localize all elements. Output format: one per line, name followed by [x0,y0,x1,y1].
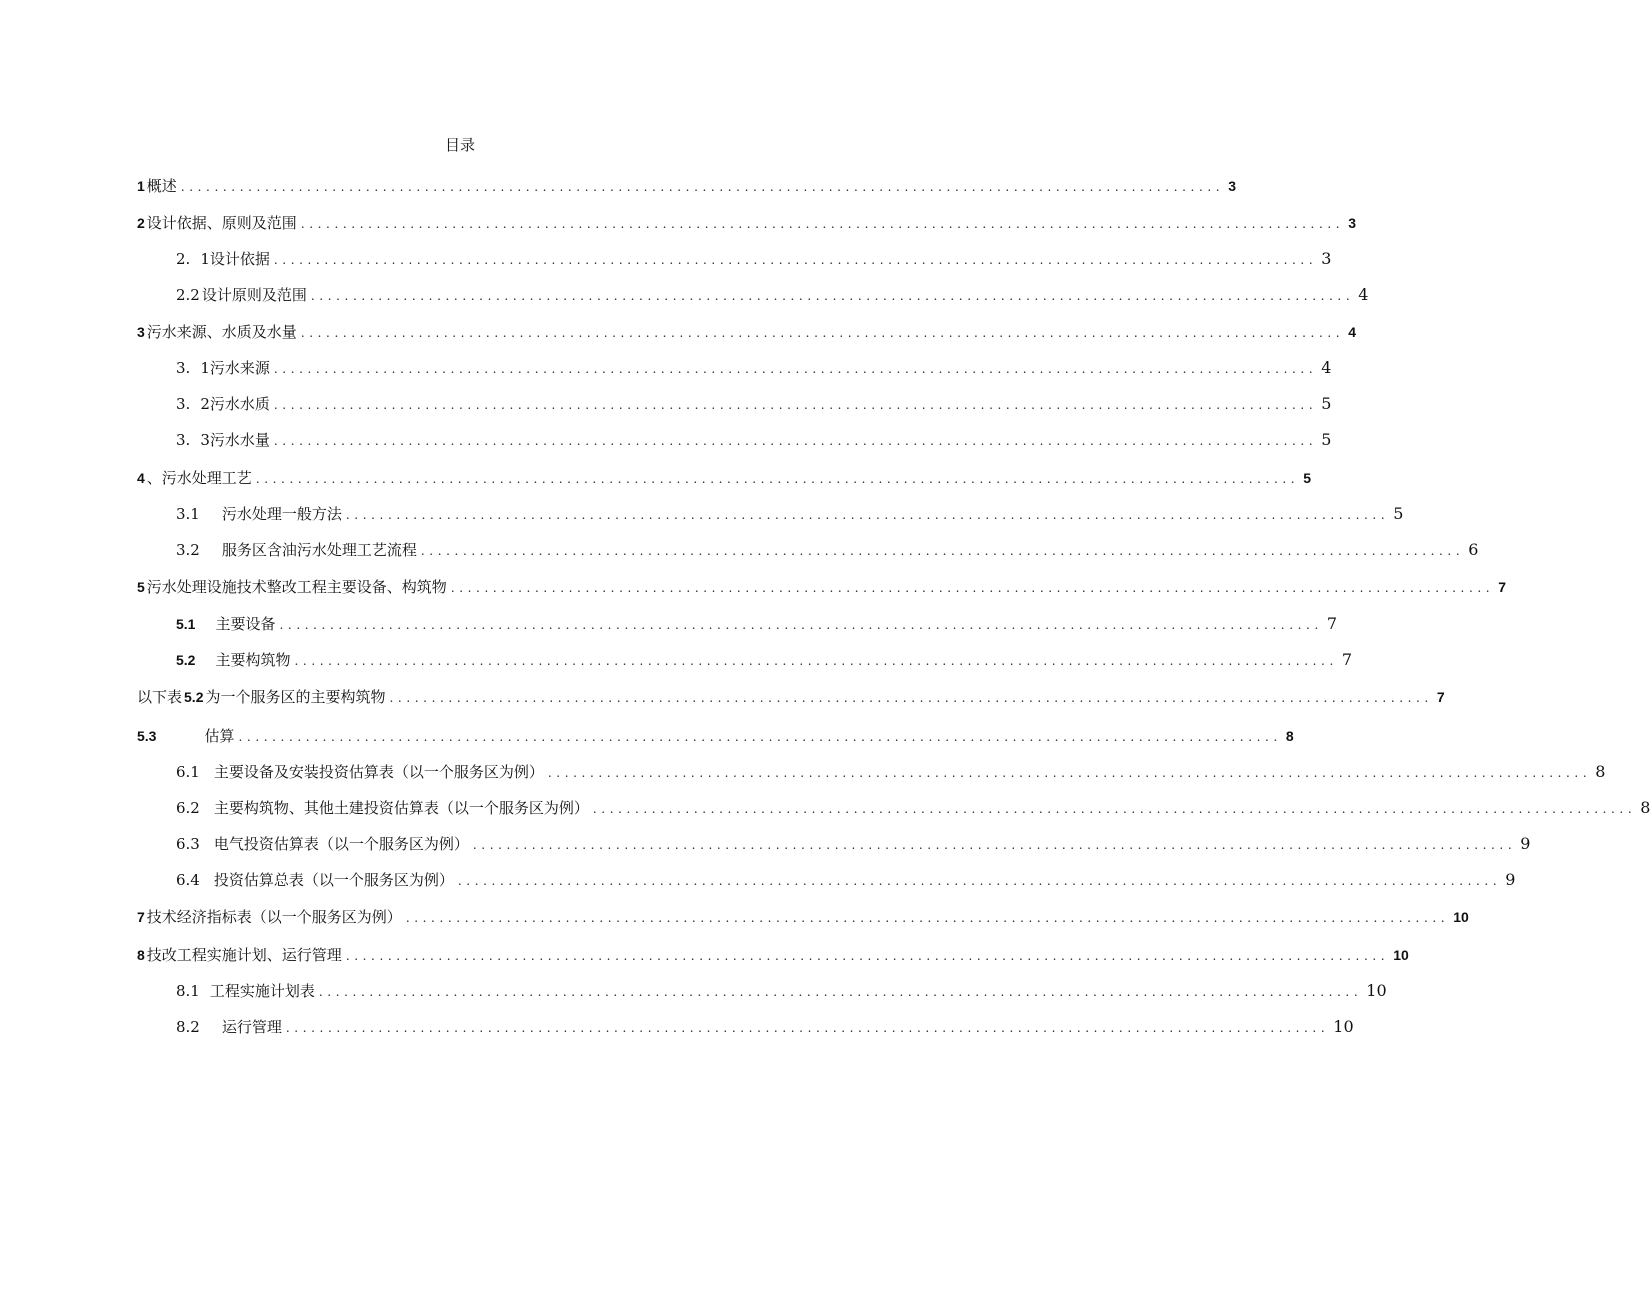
toc-entry-title: 污水来源、水质及水量 [146,323,297,341]
toc-entry[interactable] [176,649,1353,673]
toc-entry-title: 1设计依据 [200,250,270,268]
dot-leader: ............................................................................................................................ [592,802,1637,816]
dot-leader: ............................................................................................................................ [273,398,1318,412]
toc-entry-title: 投资估算总表（以一个服务区为例） [213,871,454,889]
dot-leader: ............................................................................................................................ [285,1021,1330,1035]
toc-entry[interactable] [137,725,1294,749]
toc-entry-title: 主要设备及安装投资估算表（以一个服务区为例） [213,763,544,781]
toc-entry-number: 4 [137,470,145,486]
toc-entry-title: 设计原则及范围 [201,286,307,304]
toc-entry-page: 5 [1303,470,1312,486]
toc-entry-number: 5.2 [184,689,204,705]
toc-entry-page: 4 [1348,324,1357,340]
toc-entry[interactable] [176,613,1338,637]
dot-leader: ............................................................................................................................ [318,985,1363,999]
toc-entry-page: 10 [1333,1017,1354,1036]
dot-leader: ............................................................................................................................ [238,730,1282,744]
dot-leader: ............................................................................................................................ [294,654,1338,668]
toc-entry[interactable] [176,797,1650,821]
dot-leader: ............................................................................................................................ [547,766,1592,780]
dot-leader: ............................................................................................................................ [405,911,1450,925]
toc-entry-title: 电气投资估算表（以一个服务区为例） [213,835,469,853]
toc-entry-page: 3 [1321,249,1332,268]
toc-entry-page: 3 [1348,215,1357,231]
dot-leader: ............................................................................................................................ [300,326,1345,340]
toc-entry-number: 6.2 [176,799,200,817]
toc-entry[interactable] [176,980,1387,1004]
toc-entry-number: 1 [137,178,145,194]
toc-entry[interactable] [137,175,1237,199]
toc-entry-number: 2 [137,215,145,231]
dot-leader: ............................................................................................................................ [450,581,1495,595]
toc-entry-page: 3 [1228,178,1237,194]
toc-entry-number: 3. [176,431,191,449]
toc-entry-number: 8.1 [176,982,200,1000]
toc-entry-number: 3.2 [176,541,200,559]
toc-entry-title: 3污水水量 [200,431,270,449]
dot-leader: ............................................................................................................................ [273,362,1318,376]
dot-leader: ............................................................................................................................ [300,217,1345,231]
toc-entry-title-cont: 为一个服务区的主要构筑物 [205,688,386,706]
toc-entry-title: 工程实施计划表 [209,982,315,1000]
toc-entry[interactable] [137,906,1469,930]
toc-entry-page: 9 [1505,870,1516,889]
toc-entry-title: 服务区含油污水处理工艺流程 [221,541,417,559]
toc-entry-title: 技术经济指标表（以一个服务区为例） [146,908,402,926]
toc-entry-page: 7 [1341,650,1353,669]
toc-entry-number: 2. [176,250,191,268]
toc-entry-number: 6.3 [176,835,200,853]
toc-entry-number: 6.4 [176,871,200,889]
dot-leader: ............................................................................................................................ [389,691,1433,705]
dot-leader: ............................................................................................................................ [180,180,1225,194]
toc-entry-number: 3 [137,324,145,340]
toc-entry-title: 主要设备 [215,615,276,633]
toc-entry-number: 5.3 [137,728,157,744]
toc-entry-page: 6 [1468,540,1479,559]
toc-entry[interactable] [137,576,1507,600]
toc-entry-page: 5 [1321,394,1332,413]
toc-entry-page: 10 [1366,981,1387,1000]
toc-entry-page: 8 [1285,728,1294,744]
dot-leader: ............................................................................................................................ [345,949,1390,963]
toc-entry-page: 5 [1393,504,1404,523]
toc-entry-title: 1污水来源 [200,359,270,377]
toc-entry-page: 10 [1393,947,1409,963]
toc-entry-page: 9 [1520,834,1531,853]
toc-entry[interactable] [137,321,1357,345]
toc-entry-title: 以下表 [137,688,183,706]
toc-entry[interactable] [176,1016,1354,1040]
toc-entry[interactable] [137,467,1312,491]
toc-entry-page: 7 [1498,579,1507,595]
toc-entry-page: 8 [1595,762,1606,781]
toc-entry[interactable] [176,248,1332,272]
dot-leader: ............................................................................................................................ [255,472,1300,486]
toc-entry-page: 10 [1453,909,1469,925]
toc-entry-page: 4 [1321,358,1332,377]
toc-entry-page: 5 [1321,430,1332,449]
dot-leader: ............................................................................................................................ [472,838,1517,852]
toc-entry-number: 5 [137,579,145,595]
toc-entry-number: 7 [137,909,145,925]
toc-entry-number: 3. [176,359,191,377]
dot-leader: ............................................................................................................................ [273,253,1318,267]
toc-entry-title: 运行管理 [221,1018,282,1036]
toc-entry-number: 2.2 [176,286,200,304]
toc-entry[interactable] [176,357,1332,381]
toc-entry-title: 污水处理设施技术整改工程主要设备、构筑物 [146,578,447,596]
toc-entry-title: 估算 [204,727,235,745]
toc-entry-number: 8.2 [176,1018,200,1036]
toc-entry-title: 、污水处理工艺 [146,469,252,487]
toc-entry-number: 3.1 [176,505,200,523]
toc-entry-number: 5.2 [176,652,196,668]
dot-leader: ............................................................................................................................ [273,434,1318,448]
toc-entry-title: 污水处理一般方法 [221,505,342,523]
toc-entry-title: 主要构筑物、其他土建投资估算表（以一个服务区为例） [213,799,589,817]
toc-entry-title: 2污水水质 [200,395,270,413]
toc-entry-number: 3. [176,395,191,413]
toc-entry[interactable] [176,429,1332,453]
toc-entry-title: 主要构筑物 [215,651,291,669]
dot-leader: ............................................................................................................................ [279,618,1323,632]
toc-entry[interactable] [176,761,1606,785]
toc-entry[interactable] [176,393,1332,417]
toc-entry-page: 8 [1640,798,1650,817]
toc-entry-page: 7 [1436,689,1445,705]
toc-entry[interactable] [176,869,1516,893]
dot-leader: ............................................................................................................................ [345,508,1390,522]
toc-entry-number: 8 [137,947,145,963]
toc-entry[interactable] [176,539,1479,563]
toc-entry-page: 7 [1326,614,1338,633]
toc-entry[interactable] [137,686,1445,710]
toc-entry-title: 设计依据、原则及范围 [146,214,297,232]
dot-leader: ............................................................................................................................ [420,544,1465,558]
toc-entry-title: 技改工程实施计划、运行管理 [146,946,342,964]
toc-entry-page: 4 [1358,285,1369,304]
toc-entry-number: 6.1 [176,763,200,781]
toc-entry[interactable] [176,284,1369,308]
dot-leader: ............................................................................................................................ [457,874,1502,888]
toc-entry[interactable] [137,944,1409,968]
toc-entry[interactable] [176,833,1531,857]
toc-entry-number: 5.1 [176,616,196,632]
toc-entry[interactable] [137,212,1357,236]
toc-title: 目录 [444,136,475,154]
toc-entry[interactable] [176,503,1404,527]
dot-leader: ............................................................................................................................ [310,289,1355,303]
toc-entry-title: 概述 [146,177,177,195]
